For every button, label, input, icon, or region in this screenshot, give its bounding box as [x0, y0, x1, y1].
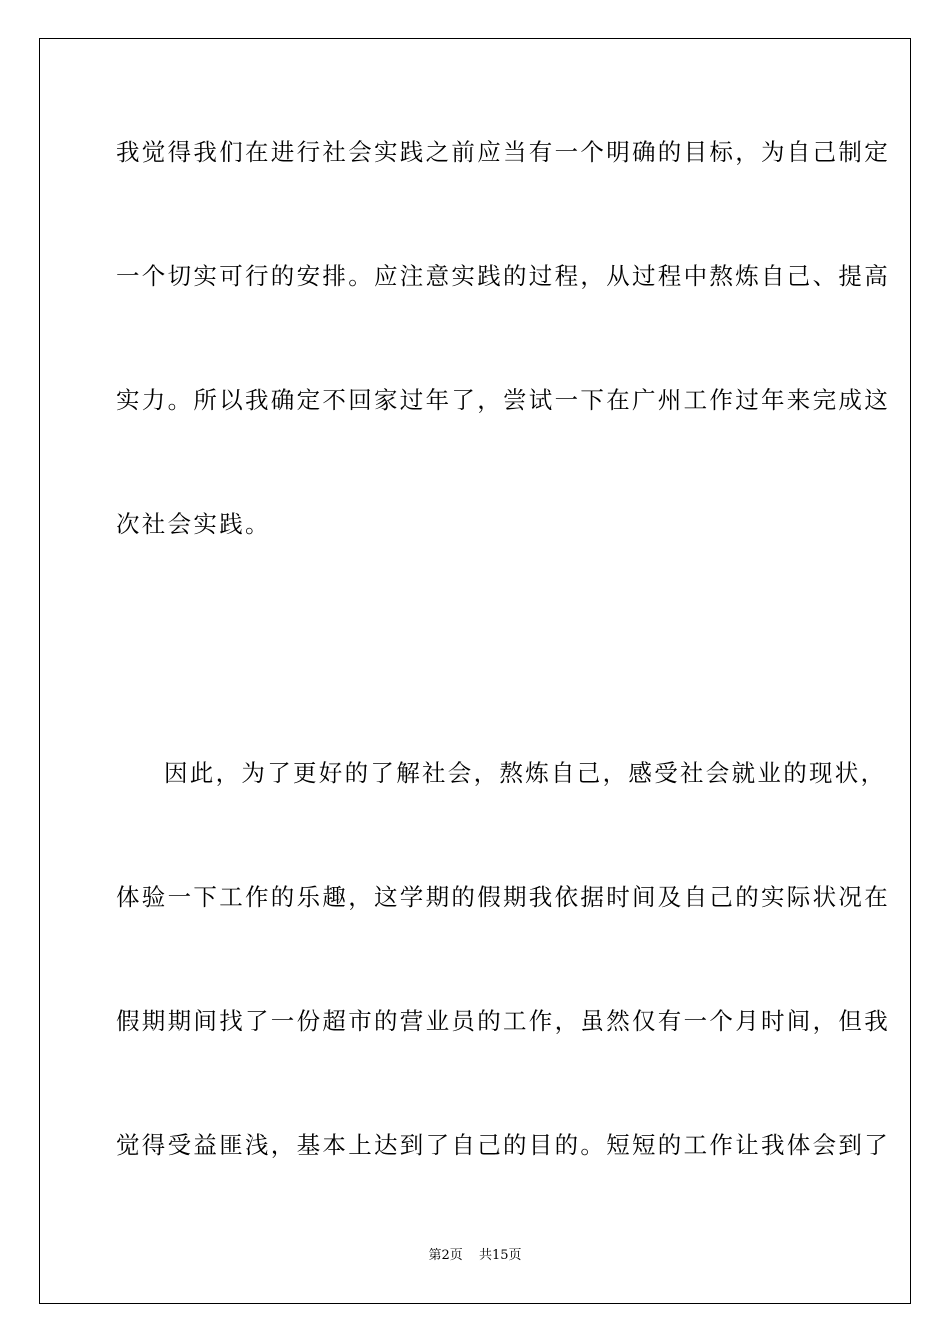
text-line: 体验一下工作的乐趣，这学期的假期我依据时间及自己的实际状况在 — [116, 883, 890, 911]
text-line: 觉得受益匪浅，基本上达到了自己的目的。短短的工作让我体会到了 — [116, 1131, 890, 1159]
text-line: 我觉得我们在进行社会实践之前应当有一个明确的目标，为自己制定 — [116, 138, 890, 166]
text-line: 次社会实践。 — [116, 510, 271, 538]
page-total: 共15页 — [478, 1248, 522, 1263]
text-line: 因此，为了更好的了解社会，熬炼自己，感受社会就业的现状， — [164, 759, 887, 787]
page-number: 第2页 — [428, 1248, 463, 1263]
page-footer — [0, 1247, 950, 1265]
text-line: 实力。所以我确定不回家过年了，尝试一下在广州工作过年来完成这 — [116, 386, 890, 414]
text-line: 一个切实可行的安排。应注意实践的过程，从过程中熬炼自己、提高 — [116, 262, 890, 290]
page-border — [39, 38, 911, 1304]
text-line: 假期期间找了一份超市的营业员的工作，虽然仅有一个月时间，但我 — [116, 1007, 890, 1035]
